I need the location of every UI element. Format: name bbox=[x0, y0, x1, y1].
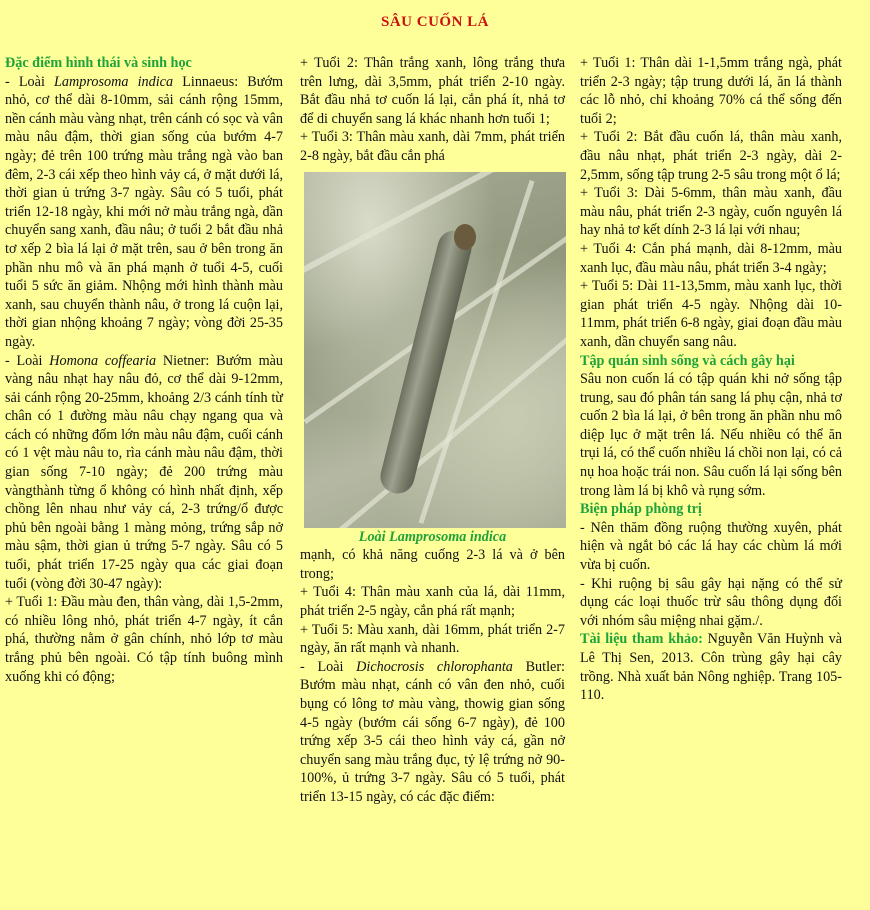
references bbox=[580, 630, 842, 704]
paragraph-control-1: - Nên thăm đồng ruộng thường xuyên, phát hiện và ngắt bỏ các lá hay các chùm lá mới vừa bị cuốn. bbox=[580, 519, 842, 574]
larva-photo bbox=[304, 172, 566, 528]
paragraph-text: Linnaeus: Bướm nhỏ, cơ thể dài 8-10mm, sải cánh rộng 15mm, nền cánh màu vàng nhạt, trên cánh có sọc và vân màu nâu đậm, thời gian sống của bướm 4-7 ngày; đẻ trên 100 trứng màu trắng ngà vào ban đêm, 2-3 cái xếp theo hình vảy cá, ở mặt dưới lá, thời gian ủ trứng 3-7 ngày. Sâu có 5 tuổi, phát triển 12-18 ngày, khi mới nở màu trắng ngà, dần chuyển sang xanh, đầu nâu; ở tuổi 2 bắt đầu nhả tơ xếp 2 bìa lá lại ở mặt trên, sau ở bên trong ăn phần nhu mô và ăn phá mạnh ở tuổi 4-5, cuối tuổi 5 sức ăn giảm. Nhộng mới hình thành màu xanh, sau chuyển thành nâu, ở trong lá cuộn lại, thời gian nhộng khoảng 7 ngày; vòng đời 25-35 ngày. bbox=[5, 73, 284, 350]
column-1 bbox=[5, 54, 283, 686]
paragraph-instar-1: + Tuổi 1: Đầu màu đen, thân vàng, dài 1,5-2mm, có nhiều lông nhỏ, phát triển 4-7 ngày, ít cắn phá, thường nằm ở gân chính, nhỏ lớp tơ màu trắng phủ bên ngoài. Có tập tính buông mình xuống khi có động; bbox=[5, 594, 283, 685]
species-name: Dichocrosis chlorophanta bbox=[356, 658, 513, 675]
text-prefix: - Loài bbox=[5, 73, 55, 90]
paragraph-dichocrosis bbox=[300, 658, 565, 807]
species-name: Lamprosoma indica bbox=[54, 73, 174, 90]
paragraph-d-instar-3: + Tuổi 3: Dài 5-6mm, thân màu xanh, đầu màu nâu, phát triển 2-3 ngày, cuốn nguyên lá hay nhả tơ kết dính 2-3 lá lại với nhau; bbox=[580, 185, 842, 239]
paragraph-lamprosoma bbox=[5, 73, 283, 352]
text-prefix: - Loài bbox=[5, 352, 50, 369]
paragraph-d-instar-1: + Tuổi 1: Thân dài 1-1,5mm trắng ngà, phát triển 2-3 ngày; tập trung dưới lá, ăn lá thành các lỗ nhỏ, chỉ khoảng 70% cá thể sống đến tuổi 2; bbox=[580, 55, 842, 127]
section-heading-morphology: Đặc điểm hình thái và sinh học bbox=[5, 55, 192, 71]
species-name: Homona coffearia bbox=[49, 352, 157, 369]
paragraph-homona bbox=[5, 352, 283, 594]
section-heading-control: Biện pháp phòng trị bbox=[580, 501, 702, 518]
section-heading-habits: Tập quán sinh sống và cách gây hại bbox=[580, 352, 795, 369]
column-3 bbox=[580, 54, 842, 705]
paragraph-instar-4: + Tuổi 4: Thân màu xanh của lá, dài 11mm, phát triển 2-5 ngày, cắn phá rất mạnh; bbox=[300, 584, 565, 619]
references-label: Tài liệu tham khảo: bbox=[580, 631, 703, 648]
references-text: Nguyễn Văn Huỳnh và Lê Thị Sen, 2013. Côn trùng gây hại cây trồng. Nhà xuất bản Nông nghiệp. Trang 105-110. bbox=[580, 631, 842, 704]
paragraph-instar-3: + Tuổi 3: Thân màu xanh, dài 7mm, phát triển 2-8 ngày, bắt đầu cắn phá bbox=[300, 129, 565, 164]
paragraph-control-2: - Khi ruộng bị sâu gây hại nặng có thể sử dụng các loại thuốc trừ sâu thông dụng đối với nhóm sâu miệng nhai gặm./. bbox=[580, 575, 842, 629]
column-2 bbox=[300, 54, 565, 806]
paragraph-instar-2: + Tuổi 2: Thân trắng xanh, lông trắng thưa trên lưng, dài 3,5mm, phát triển 2-10 ngày. Bắt đầu nhả tơ cuốn lá lại, cắn phá ít, nhả tơ để di chuyển sang lá khác nhanh hơn tuổi 1; bbox=[300, 55, 565, 127]
paragraph-habits: Sâu non cuốn lá có tập quán khi nở sống tập trung, sau đó phân tán sang lá phụ cận, nhả tơ cuốn 2 bìa lá lại, ở bên trong ăn phần nhu mô diệp lục ở mặt trên lá. Nếu nhiều có thể ăn trụi lá, có thể cuốn nhiều lá chồi non lại, có cả nụ hoa hoặc trái non. Sâu cuốn lá lại sống bên trong làm lá bị khô và rụng sớm. bbox=[580, 371, 842, 499]
paragraph-text: Nietner: Bướm màu vàng nâu nhạt hay nâu đỏ, cơ thể dài 9-12mm, sải cánh rộng 20-25mm, khoảng 2/3 cánh tính từ chân có 1 đường màu nâu chạy ngang qua và cách có những đốm lớn màu nâu đậm, cuối cánh có 1 vệt màu nâu to, rìa cánh màu nâu đậm, thời gian sống 7-10 ngày; đẻ 200 trứng màu vàngthành từng ổ không có hình nhất định, xếp chồng lên nhau như vảy cá, 2-3 trứng/ổ được phủ bên ngoài bằng 1 màng mỏng, trứng sắp nở màu sậm, thời gian ủ trứng 5-7 ngày. Sâu có 5 tuổi, phát triển 17-25 ngày qua các giai đoạn tuổi (vòng đời 30-47 ngày): bbox=[5, 352, 283, 592]
text-prefix: - Loài bbox=[300, 658, 357, 675]
paragraph-text: Butler: Bướm màu nhạt, cánh có vân đen nhỏ, cuối bụng có lông tơ màu vàng, thowig gian sống 4-5 ngày (bướm cái sống 6-7 ngày), đẻ 100 trứng xếp 3-5 cái theo hình vảy cá, gần nở chuyển sang màu trắng đục, tỷ lệ trứng nở 90-100%, ủ trứng 3-7 ngày. Sâu có 5 tuổi, phát triển 13-15 ngày, có các đặc điểm: bbox=[300, 658, 566, 805]
paragraph-d-instar-2: + Tuổi 2: Bắt đầu cuốn lá, thân màu xanh, đầu nâu nhạt, phát triển 2-3 ngày, dài 2-2,5mm, sống tập trung 2-5 sâu trong một ổ lá; bbox=[580, 129, 842, 183]
paragraph-instar-5: + Tuổi 5: Màu xanh, dài 16mm, phát triển 2-7 ngày, ăn rất mạnh và nhanh. bbox=[300, 621, 565, 657]
article-title: SÂU CUỐN LÁ bbox=[380, 14, 489, 30]
paragraph-d-instar-5: + Tuổi 5: Dài 11-13,5mm, màu xanh lục, thời gian phát triển 4-5 ngày. Nhộng dài 10-11mm, phát triển 6-8 ngày, giai đoạn đầu màu xanh, dần chuyển sang nâu. bbox=[580, 278, 842, 350]
photo-caption: Loài Lamprosoma indica bbox=[358, 528, 507, 545]
paragraph-instar-3-cont: mạnh, có khả năng cuống 2-3 lá và ở bên trong; bbox=[300, 547, 565, 582]
paragraph-d-instar-4: + Tuổi 4: Cắn phá mạnh, dài 8-12mm, màu xanh lục, đầu màu nâu, phát triển 3-4 ngày; bbox=[580, 240, 842, 276]
